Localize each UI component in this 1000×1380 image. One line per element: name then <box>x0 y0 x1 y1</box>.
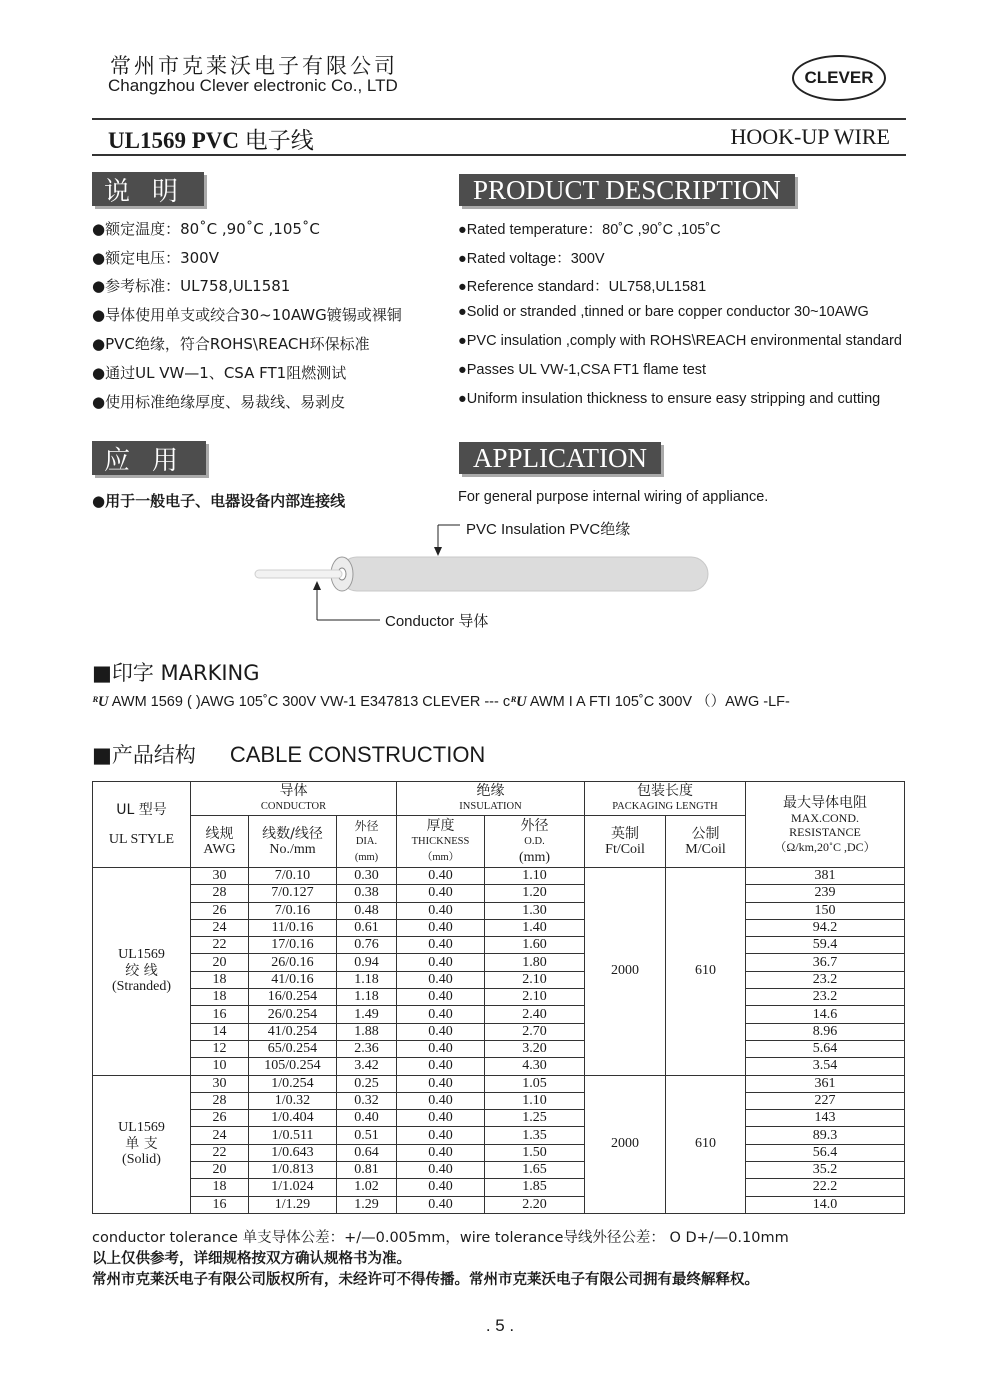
table-row <box>93 1179 905 1196</box>
title-rule-top <box>92 118 906 120</box>
desc-item-en-7: ●Uniform insulation thickness to ensure easy stripping and cutting <box>458 391 881 407</box>
construction-heading-cn: ■产品结构 <box>92 743 196 767</box>
product-title-cn: 电子线 <box>244 128 314 154</box>
strand-cell: 7/0.10 <box>249 868 337 885</box>
dia-cell: 1.88 <box>337 1023 397 1040</box>
strand-cell: 26/0.16 <box>249 954 337 971</box>
insulation-arrow-icon <box>434 547 442 556</box>
thickness-cell: 0.40 <box>397 937 485 954</box>
desc-item-cn-2: ●额定电压：300V <box>92 249 219 267</box>
desc-item-cn-7: ●使用标准绝缘厚度、易裁线、易剥皮 <box>92 393 346 411</box>
resistance-cell: 35.2 <box>746 1162 905 1179</box>
strand-cell: 1/0.404 <box>249 1110 337 1127</box>
clever-logo: CLEVER <box>792 55 886 101</box>
od-cell: 1.30 <box>485 902 585 919</box>
ul-style-style: UL1569 <box>118 1120 165 1136</box>
dia-cell: 3.42 <box>337 1058 397 1075</box>
tolerance-note: conductor tolerance 单支导体公差：+/—0.005mm，wire tolerance导线外径公差： O D+/—0.10mm <box>92 1230 789 1246</box>
ul-style-type-cn: 单 支 <box>125 1136 158 1153</box>
resistance-cell: 14.6 <box>746 1006 905 1023</box>
label-conductor: Conductor 导体 <box>385 613 489 630</box>
desc-item-en-6: ●Passes UL VW-1,CSA FT1 flame test <box>458 362 707 378</box>
awg-cell: 16 <box>191 1006 249 1023</box>
thickness-cell: 0.40 <box>397 1162 485 1179</box>
application-text-cn: ●用于一般电子、电器设备内部连接线 <box>92 492 346 510</box>
resistance-cell: 239 <box>746 885 905 902</box>
awg-cell: 30 <box>191 868 249 885</box>
od-cell: 2.70 <box>485 1023 585 1040</box>
resistance-cell: 56.4 <box>746 1144 905 1161</box>
od-cell: 1.50 <box>485 1144 585 1161</box>
ul-style-type-en: (Solid) <box>122 1152 161 1168</box>
dia-cell: 0.94 <box>337 954 397 971</box>
ft-coil-cell: 2000 <box>585 1075 666 1213</box>
header-thickness: 厚度 THICKNESS （mm） <box>397 816 485 868</box>
desc-item-en-2: ●Rated voltage：300V <box>458 251 605 267</box>
resistance-cell: 23.2 <box>746 971 905 988</box>
awg-cell: 12 <box>191 1040 249 1057</box>
awg-cell: 28 <box>191 885 249 902</box>
strand-cell: 7/0.127 <box>249 885 337 902</box>
resistance-cell: 227 <box>746 1092 905 1109</box>
conductor-arrow-icon <box>313 581 321 590</box>
wire-conductor <box>255 570 342 578</box>
marking-text-2: AWM I A FTI 105˚C 300V （）AWG -LF- <box>529 694 790 710</box>
resistance-cell: 22.2 <box>746 1179 905 1196</box>
dia-cell: 0.61 <box>337 919 397 936</box>
product-title <box>108 122 314 155</box>
resistance-cell: 143 <box>746 1110 905 1127</box>
dia-cell: 0.32 <box>337 1092 397 1109</box>
desc-item-cn-1: ●额定温度：80˚C ,90˚C ,105˚C <box>92 220 320 238</box>
strand-cell: 1/0.254 <box>249 1075 337 1092</box>
dia-cell: 1.18 <box>337 989 397 1006</box>
strand-cell: 65/0.254 <box>249 1040 337 1057</box>
reference-note: 以上仅供参考，详细规格按双方确认规格书为准。 <box>92 1251 411 1267</box>
page-number: . 5 . <box>485 1316 515 1335</box>
table-row <box>93 1092 905 1109</box>
table-row <box>93 1075 905 1092</box>
strand-cell: 1/0.813 <box>249 1162 337 1179</box>
application-heading-cn: 应用 <box>92 441 206 475</box>
ft-coil-cell: 2000 <box>585 868 666 1076</box>
dia-cell: 0.38 <box>337 885 397 902</box>
thickness-cell: 0.40 <box>397 1058 485 1075</box>
wire-insulation-body <box>340 557 708 591</box>
dia-cell: 0.48 <box>337 902 397 919</box>
dia-cell: 1.49 <box>337 1006 397 1023</box>
ul-mark-icon-2: ᴿU <box>510 694 527 710</box>
od-cell: 1.35 <box>485 1127 585 1144</box>
desc-item-cn-6: ●通过UL VW—1、CSA FT1阻燃测试 <box>92 364 347 382</box>
od-cell: 2.10 <box>485 989 585 1006</box>
table-row <box>93 937 905 954</box>
construction-heading-en: CABLE CONSTRUCTION <box>229 742 486 767</box>
cable-construction-table <box>92 781 905 1214</box>
dia-cell: 0.81 <box>337 1162 397 1179</box>
header-m-coil: 公制 M/Coil <box>666 816 746 868</box>
od-cell: 4.30 <box>485 1058 585 1075</box>
resistance-cell: 8.96 <box>746 1023 905 1040</box>
awg-cell: 14 <box>191 1023 249 1040</box>
thickness-cell: 0.40 <box>397 1006 485 1023</box>
desc-item-en-1: ●Rated temperature：80˚C ,90˚C ,105˚C <box>458 222 721 238</box>
header-dia: 外径 DIA. (mm) <box>337 816 397 868</box>
desc-item-cn-4: ●导体使用单支或绞合30~10AWG镀锡或裸铜 <box>92 306 402 324</box>
strand-cell: 16/0.254 <box>249 989 337 1006</box>
cable-table-body <box>93 868 905 1214</box>
thickness-cell: 0.40 <box>397 1040 485 1057</box>
dia-cell: 1.18 <box>337 971 397 988</box>
awg-cell: 24 <box>191 1127 249 1144</box>
title-rule-bottom <box>92 154 906 156</box>
product-title-en: HOOK-UP WIRE <box>730 124 890 149</box>
table-row <box>93 1058 905 1075</box>
ul-style-cell <box>93 1075 191 1213</box>
thickness-cell: 0.40 <box>397 919 485 936</box>
resistance-cell: 23.2 <box>746 989 905 1006</box>
m-coil-cell: 610 <box>666 868 746 1076</box>
od-cell: 1.60 <box>485 937 585 954</box>
thickness-cell: 0.40 <box>397 1179 485 1196</box>
awg-cell: 18 <box>191 989 249 1006</box>
ul-style-cell <box>93 868 191 1076</box>
awg-cell: 26 <box>191 902 249 919</box>
od-cell: 1.85 <box>485 1179 585 1196</box>
resistance-cell: 361 <box>746 1075 905 1092</box>
m-coil-cell: 610 <box>666 1075 746 1213</box>
strand-cell: 11/0.16 <box>249 919 337 936</box>
resistance-cell: 89.3 <box>746 1127 905 1144</box>
marking-text-1: AWM 1569 ( )AWG 105˚C 300V VW-1 E347813 CLEVER --- c <box>111 694 511 710</box>
strand-cell: 1/1.024 <box>249 1179 337 1196</box>
strand-cell: 1/0.511 <box>249 1127 337 1144</box>
desc-item-en-4: ●Solid or stranded ,tinned or bare copper conductor 30~10AWG <box>458 304 869 320</box>
table-row <box>93 1127 905 1144</box>
dia-cell: 2.36 <box>337 1040 397 1057</box>
company-name-en: Changzhou Clever electronic Co., LTD <box>108 76 398 95</box>
strand-cell: 26/0.254 <box>249 1006 337 1023</box>
product-model: UL1569 PVC <box>108 128 245 153</box>
dia-cell: 1.29 <box>337 1196 397 1213</box>
header-od: 外径 O.D. (mm) <box>485 816 585 868</box>
description-heading-en: PRODUCT DESCRIPTION <box>459 174 795 206</box>
strand-cell: 41/0.254 <box>249 1023 337 1040</box>
thickness-cell: 0.40 <box>397 1127 485 1144</box>
strand-cell: 1/0.32 <box>249 1092 337 1109</box>
resistance-cell: 381 <box>746 868 905 885</box>
desc-item-cn-3: ●参考标准：UL758,UL1581 <box>92 277 291 295</box>
od-cell: 1.10 <box>485 868 585 885</box>
awg-cell: 16 <box>191 1196 249 1213</box>
header-ul-style: UL 型号 UL STYLE <box>93 782 191 868</box>
awg-cell: 20 <box>191 954 249 971</box>
ul-style-style: UL1569 <box>118 947 165 963</box>
header-awg: 线规 AWG <box>191 816 249 868</box>
strand-cell: 7/0.16 <box>249 902 337 919</box>
thickness-cell: 0.40 <box>397 1092 485 1109</box>
table-row <box>93 1196 905 1213</box>
od-cell: 2.20 <box>485 1196 585 1213</box>
awg-cell: 28 <box>191 1092 249 1109</box>
od-cell: 1.80 <box>485 954 585 971</box>
table-row <box>93 919 905 936</box>
od-cell: 1.25 <box>485 1110 585 1127</box>
strand-cell: 1/1.29 <box>249 1196 337 1213</box>
table-row <box>93 868 905 885</box>
dia-cell: 1.02 <box>337 1179 397 1196</box>
header-packaging: 包装长度 PACKAGING LENGTH <box>585 782 746 816</box>
resistance-cell: 3.54 <box>746 1058 905 1075</box>
awg-cell: 10 <box>191 1058 249 1075</box>
marking-text <box>92 690 790 711</box>
table-row <box>93 1144 905 1161</box>
thickness-cell: 0.40 <box>397 954 485 971</box>
dia-cell: 0.40 <box>337 1110 397 1127</box>
table-row <box>93 885 905 902</box>
construction-heading <box>92 739 485 769</box>
desc-item-en-5: ●PVC insulation ,comply with ROHS\REACH environmental standard <box>458 333 902 349</box>
table-row <box>93 989 905 1006</box>
header-insulation: 绝缘 INSULATION <box>397 782 585 816</box>
table-row <box>93 902 905 919</box>
strand-cell: 105/0.254 <box>249 1058 337 1075</box>
od-cell: 2.40 <box>485 1006 585 1023</box>
application-heading-en: APPLICATION <box>459 442 661 474</box>
ul-mark-icon: ᴿU <box>92 694 109 710</box>
thickness-cell: 0.40 <box>397 902 485 919</box>
resistance-cell: 36.7 <box>746 954 905 971</box>
thickness-cell: 0.40 <box>397 1023 485 1040</box>
ul-style-type-cn: 绞 线 <box>125 963 158 980</box>
table-row <box>93 954 905 971</box>
company-name-cn: 常州市克莱沃电子有限公司 <box>110 54 398 78</box>
thickness-cell: 0.40 <box>397 1144 485 1161</box>
header-ft-coil: 英制 Ft/Coil <box>585 816 666 868</box>
label-insulation: PVC Insulation PVC绝缘 <box>466 521 631 538</box>
thickness-cell: 0.40 <box>397 1196 485 1213</box>
resistance-cell: 59.4 <box>746 937 905 954</box>
awg-cell: 30 <box>191 1075 249 1092</box>
awg-cell: 18 <box>191 1179 249 1196</box>
resistance-cell: 14.0 <box>746 1196 905 1213</box>
awg-cell: 22 <box>191 937 249 954</box>
desc-item-cn-5: ●PVC绝缘，符合ROHS\REACH环保标准 <box>92 335 370 353</box>
strand-cell: 17/0.16 <box>249 937 337 954</box>
dia-cell: 0.64 <box>337 1144 397 1161</box>
strand-cell: 1/0.643 <box>249 1144 337 1161</box>
marking-heading: ■印字 MARKING <box>92 661 260 685</box>
od-cell: 3.20 <box>485 1040 585 1057</box>
description-heading-cn: 说明 <box>92 172 204 206</box>
resistance-cell: 94.2 <box>746 919 905 936</box>
od-cell: 1.20 <box>485 885 585 902</box>
thickness-cell: 0.40 <box>397 1110 485 1127</box>
thickness-cell: 0.40 <box>397 1075 485 1092</box>
strand-cell: 41/0.16 <box>249 971 337 988</box>
thickness-cell: 0.40 <box>397 885 485 902</box>
od-cell: 1.65 <box>485 1162 585 1179</box>
od-cell: 2.10 <box>485 971 585 988</box>
header-resistance: 最大导体电阻 MAX.COND. RESISTANCE （Ω/km,20˚C ,DC） <box>746 782 905 868</box>
copyright-note: 常州市克莱沃电子有限公司版权所有，未经许可不得传播。常州市克莱沃电子有限公司拥有最终解释权。 <box>92 1272 759 1288</box>
thickness-cell: 0.40 <box>397 868 485 885</box>
dia-cell: 0.76 <box>337 937 397 954</box>
table-row <box>93 1162 905 1179</box>
awg-cell: 18 <box>191 971 249 988</box>
awg-cell: 20 <box>191 1162 249 1179</box>
table-row <box>93 1023 905 1040</box>
table-row <box>93 1040 905 1057</box>
ul-style-type-en: (Stranded) <box>111 979 172 995</box>
thickness-cell: 0.40 <box>397 989 485 1006</box>
awg-cell: 24 <box>191 919 249 936</box>
table-row <box>93 1110 905 1127</box>
thickness-cell: 0.40 <box>397 971 485 988</box>
resistance-cell: 5.64 <box>746 1040 905 1057</box>
dia-cell: 0.51 <box>337 1127 397 1144</box>
dia-cell: 0.25 <box>337 1075 397 1092</box>
application-text-en: For general purpose internal wiring of appliance. <box>458 489 769 505</box>
od-cell: 1.10 <box>485 1092 585 1109</box>
od-cell: 1.40 <box>485 919 585 936</box>
resistance-cell: 150 <box>746 902 905 919</box>
dia-cell: 0.30 <box>337 868 397 885</box>
table-row <box>93 1006 905 1023</box>
header-conductor: 导体 CONDUCTOR <box>191 782 397 816</box>
header-strand: 线数/线径 No./mm <box>249 816 337 868</box>
desc-item-en-3: ●Reference standard：UL758,UL1581 <box>458 279 707 295</box>
table-row <box>93 971 905 988</box>
od-cell: 1.05 <box>485 1075 585 1092</box>
awg-cell: 26 <box>191 1110 249 1127</box>
awg-cell: 22 <box>191 1144 249 1161</box>
